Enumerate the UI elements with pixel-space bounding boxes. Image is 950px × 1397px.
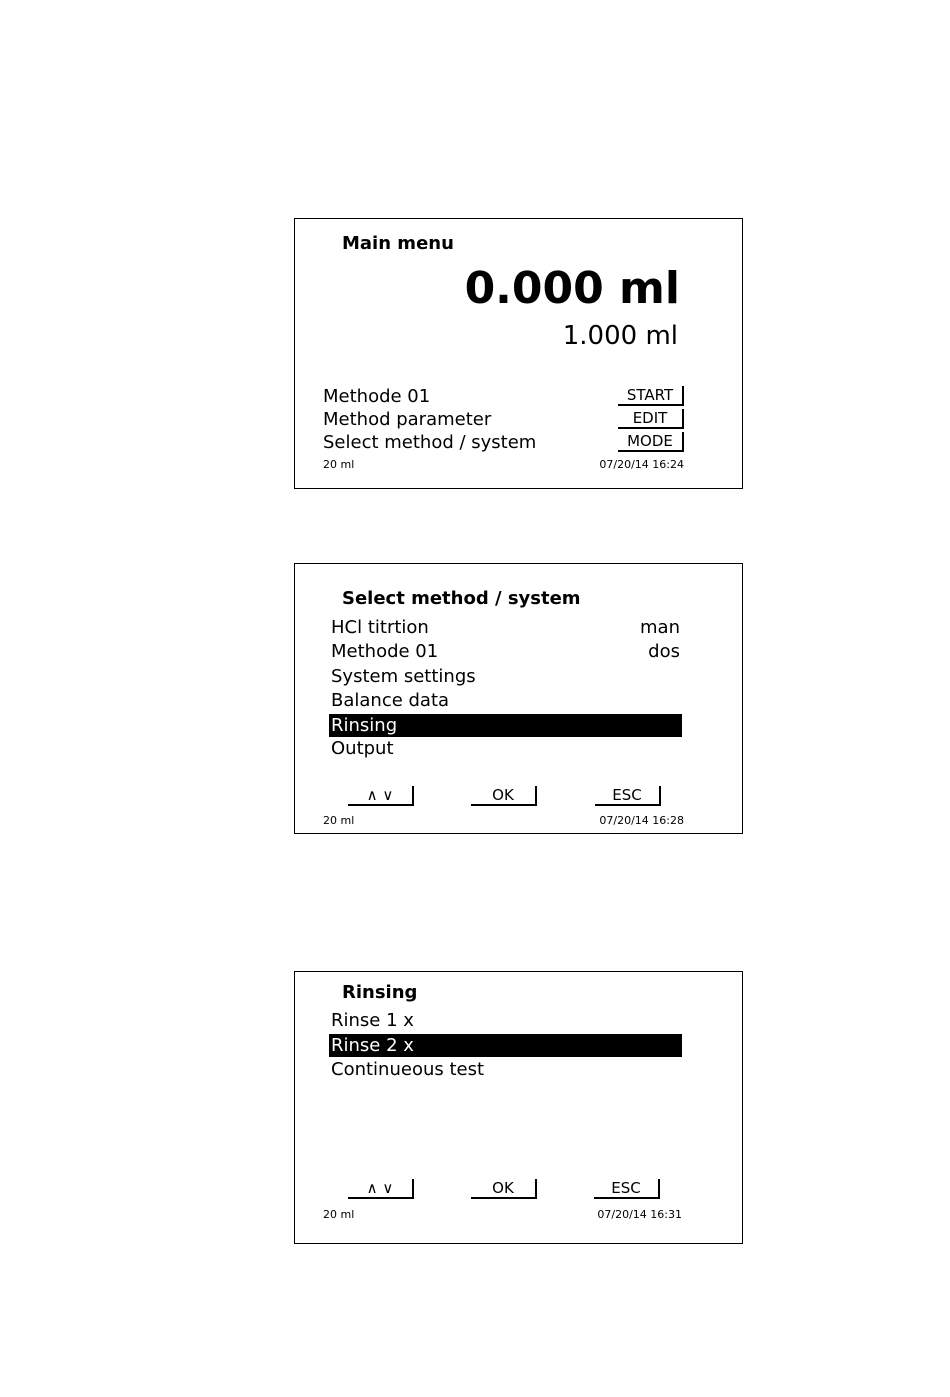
menu-item-mode: man [640,617,680,638]
burette-size: 20 ml [323,458,355,471]
menu-item-rinse-2x[interactable] [329,1034,682,1057]
esc-button[interactable]: ESC [595,786,661,806]
menu-item-label: Continueous test [331,1059,485,1080]
menu-item-label: Methode 01 [331,641,439,662]
menu-item-label: Rinse 1 x [331,1010,414,1031]
ok-button[interactable]: OK [471,1179,537,1199]
menu-item-output[interactable] [329,737,682,760]
date-time: 07/20/14 16:24 [599,458,684,471]
set-volume-value: 1.000 ml [562,321,678,351]
method-parameter-label: Method parameter [323,409,492,430]
edit-button[interactable]: EDIT [618,409,684,429]
menu-item-methode-01[interactable] [329,640,682,663]
screen-title: Rinsing [342,982,418,1003]
menu-item-continuous-test[interactable] [329,1058,682,1081]
screen-title: Main menu [342,233,454,254]
mode-button[interactable]: MODE [618,432,684,452]
menu-item-hcl-titration[interactable] [329,616,682,639]
esc-button[interactable]: ESC [594,1179,660,1199]
menu-item-rinsing[interactable] [329,714,682,737]
select-method-screen [294,563,743,834]
menu-item-label: Output [331,738,394,759]
menu-item-label: System settings [331,666,476,687]
select-method-label: Select method / system [323,432,537,453]
menu-item-label: Rinsing [331,715,398,736]
menu-item-label: Rinse 2 x [331,1035,414,1056]
menu-item-mode: dos [648,641,680,662]
ok-button[interactable]: OK [471,786,537,806]
main-menu-screen [294,218,743,489]
menu-item-balance-data[interactable] [329,689,682,712]
menu-item-rinse-1x[interactable] [329,1009,682,1032]
start-button[interactable]: START [618,386,684,406]
screen-title: Select method / system [342,588,581,609]
menu-item-system-settings[interactable] [329,665,682,688]
date-time: 07/20/14 16:28 [599,814,684,827]
method-name-label: Methode 01 [323,386,431,407]
nav-up-down-button[interactable]: ∧ ∨ [348,786,414,806]
date-time: 07/20/14 16:31 [597,1208,682,1221]
burette-size: 20 ml [323,1208,355,1221]
burette-size: 20 ml [323,814,355,827]
rinsing-screen [294,971,743,1244]
nav-up-down-button[interactable]: ∧ ∨ [348,1179,414,1199]
menu-item-label: Balance data [331,690,450,711]
dosed-volume-value: 0.000 ml [464,263,680,314]
menu-item-label: HCl titrtion [331,617,429,638]
